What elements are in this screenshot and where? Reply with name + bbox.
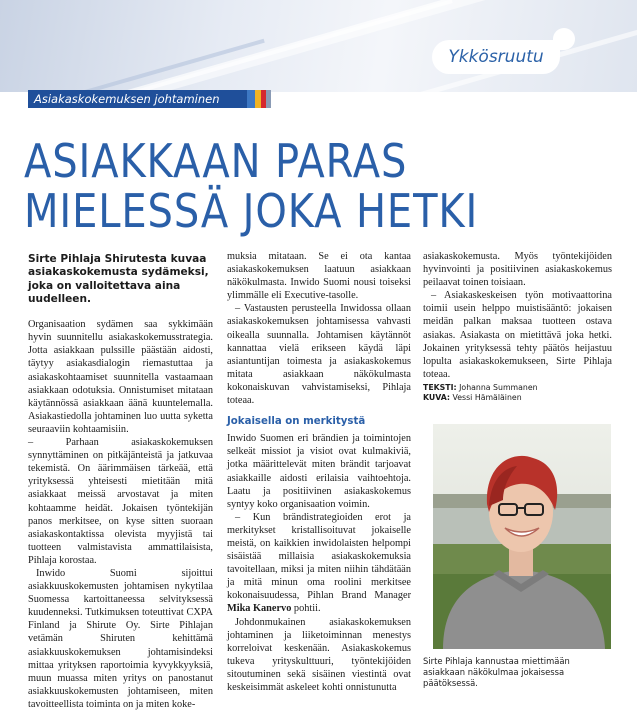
paragraph-text: – Kun brändistrategioiden erot ja merkitykset kristallisoituvat jokaiselle meistä, on kaikkien inwidolaisten helpompi sisäistää millaisia asiakaskokemuksia tavoitellaan, miksi ja miten niihin tähdätään ja mitä minun oma roolini merkitsee kokonaisuudessa, Pihlan Brand Manager (227, 511, 411, 602)
article-paragraph: Inwido Suomen eri brändien ja toimintojen selkeät missiot ja visiot ovat kulmakiviä, jotka määrittelevät miten brändit tarjoavat asiakkaille aidosti erilaisia vaihtoehtoja. Laatu ja positiivinen asiakaskokemus syntyy koko organisaation voimin. (227, 433, 411, 510)
article-credits (423, 383, 612, 403)
article-column-2 (227, 250, 411, 694)
article-paragraph: – Vastausten perusteella Inwidossa ollaan asiakaskokemuksen johtamisessa vahvasti oikealla suunnalla. Johtamisen käytännöt kannattaa vielä erikseen käydä läpi asiantuntijan toimesta ja asiakaskokemus mitata asiakkaan näkökulmasta kokonaiskuvan vahvistamiseksi, Pihlaja toteaa. (227, 303, 411, 407)
paragraph-text: pohtii. (291, 603, 321, 615)
article-paragraph: muksia mitataan. Se ei ota kantaa asiakaskokemuksen laatuun asiakkaan näkökulmasta. Inwido Suomi nousi toiseksi ylimmälle eli Executive-tasolle. (227, 251, 411, 302)
credit-photo (423, 393, 612, 403)
photo-caption: Sirte Pihlaja kannustaa miettimään asiakkaan näkökulmaa jokaisessa päätöksessä. (423, 656, 570, 688)
credit-label: KUVA: (423, 392, 451, 402)
subheading: Jokaisella on merkitystä (227, 416, 366, 428)
article-lead: Sirte Pihlaja Shirutesta kuvaa asiakaskokemusta sydämeksi, joka on valloitettava aina uudelleen. (28, 253, 209, 305)
article-paragraph: asiakaskokemusta. Myös työntekijöiden hyvinvointi ja positiivinen asiakaskokemus peilaavat toinen toisiaan. (423, 251, 612, 289)
header-banner (0, 0, 637, 92)
article-paragraph: Johdonmukainen asiakaskokemuksen johtaminen ja liiketoiminnan menestys korreloivat keskenään. Asiakaskokemus tukeva yrityskulttuuri, työntekijöiden sitoutuminen sekä sisäinen viestintä ovat keskeisimmät askeleet kohti onnistunutta (227, 616, 411, 693)
article-paragraph: – Parhaan asiakaskokemuksen synnyttäminen on pitkäjänteistä ja jatkuvaa tekemistä. On äärimmäisen tärkeää, että yrityksessä yhteisesti mietitään mitä asiakkaat meissä arvostavat ja miten kohtaamme heidät. Jokaisen työntekijän panos merkitsee, on kyse sitten suoraan asiakaskontaktissa olevista myyjistä tai tuotteen valmistavista ammattilaisista, Pihlaja korostaa. (28, 437, 213, 566)
title-line-2: MIELESSÄ JOKA HETKI (24, 184, 479, 238)
color-chip (266, 90, 271, 108)
article-column-3 (423, 250, 612, 403)
title-line-1: ASIAKKAAN PARAS (24, 134, 408, 188)
column-tag: Ykkösruutu (432, 40, 560, 74)
color-chips (238, 90, 271, 108)
portrait-photo-icon (433, 424, 611, 649)
credit-name: Vessi Hämäläinen (452, 392, 522, 402)
person-name: Mika Kanervo (227, 603, 292, 615)
portrait-illustration (433, 424, 611, 649)
credit-text (423, 383, 612, 393)
page-title (24, 136, 546, 236)
credit-name: Johanna Summanen (459, 382, 538, 392)
color-chip (238, 90, 247, 108)
article-paragraph: – Asiakaskeskeisen työn motivaattorina toimii usein helppo muistisääntö: jokaisen meidän palkan maksaa tuotteen ostava asiakas. Asiakasta on mietittävä joka hetki. Jokainen yrityksessä tehty päätös heijastuu lopulta asiakaskokemukseen, Sirte Pihlaja toteaa. (423, 290, 612, 380)
article-column-1 (28, 253, 213, 711)
color-chip (247, 90, 255, 108)
credit-label: TEKSTI: (423, 382, 457, 392)
section-label: Asiakaskokemuksen johtaminen (28, 90, 238, 108)
article-paragraph: Organisaation sydämen saa sykkimään hyvin suunnitellu asiakaskokemusstrategia. Jotta asiakkaan pulssille päästään aidosti, täytyy asiakasdialogin riemastuttaa ja asiakaskohtaamiset suunnitella vastaamaan asiakkaan odotuksia. Onnistumiset mitataan käytännössä asiakkaan äänä kuuntelemalla. Asiakastiedolla johtaminen luo uutta syketta seuraaviin kohtaamisiin. (28, 319, 213, 435)
article-paragraph: Inwido Suomi sijoittui asiakkuuskokemusten johtamisen nykytilaa Suomessa kartoittaneessa selvityksessä kuudenneksi. Tutkimuksen toteuttivat CXPA Finland ja Shirute Oy. Sirte Pihlajan vetämän Shiruten kehittämä asiakkuuskokemuksen johtamisindeksi mittaa yrityksen raportoimia kyvykkyyksiä, muun muassa miten yritys on panostanut asiakkuuskokemusten johtamiseen, miten tavoitteellista toiminta on ja miten koke- (28, 567, 213, 710)
article-paragraph (227, 511, 411, 616)
